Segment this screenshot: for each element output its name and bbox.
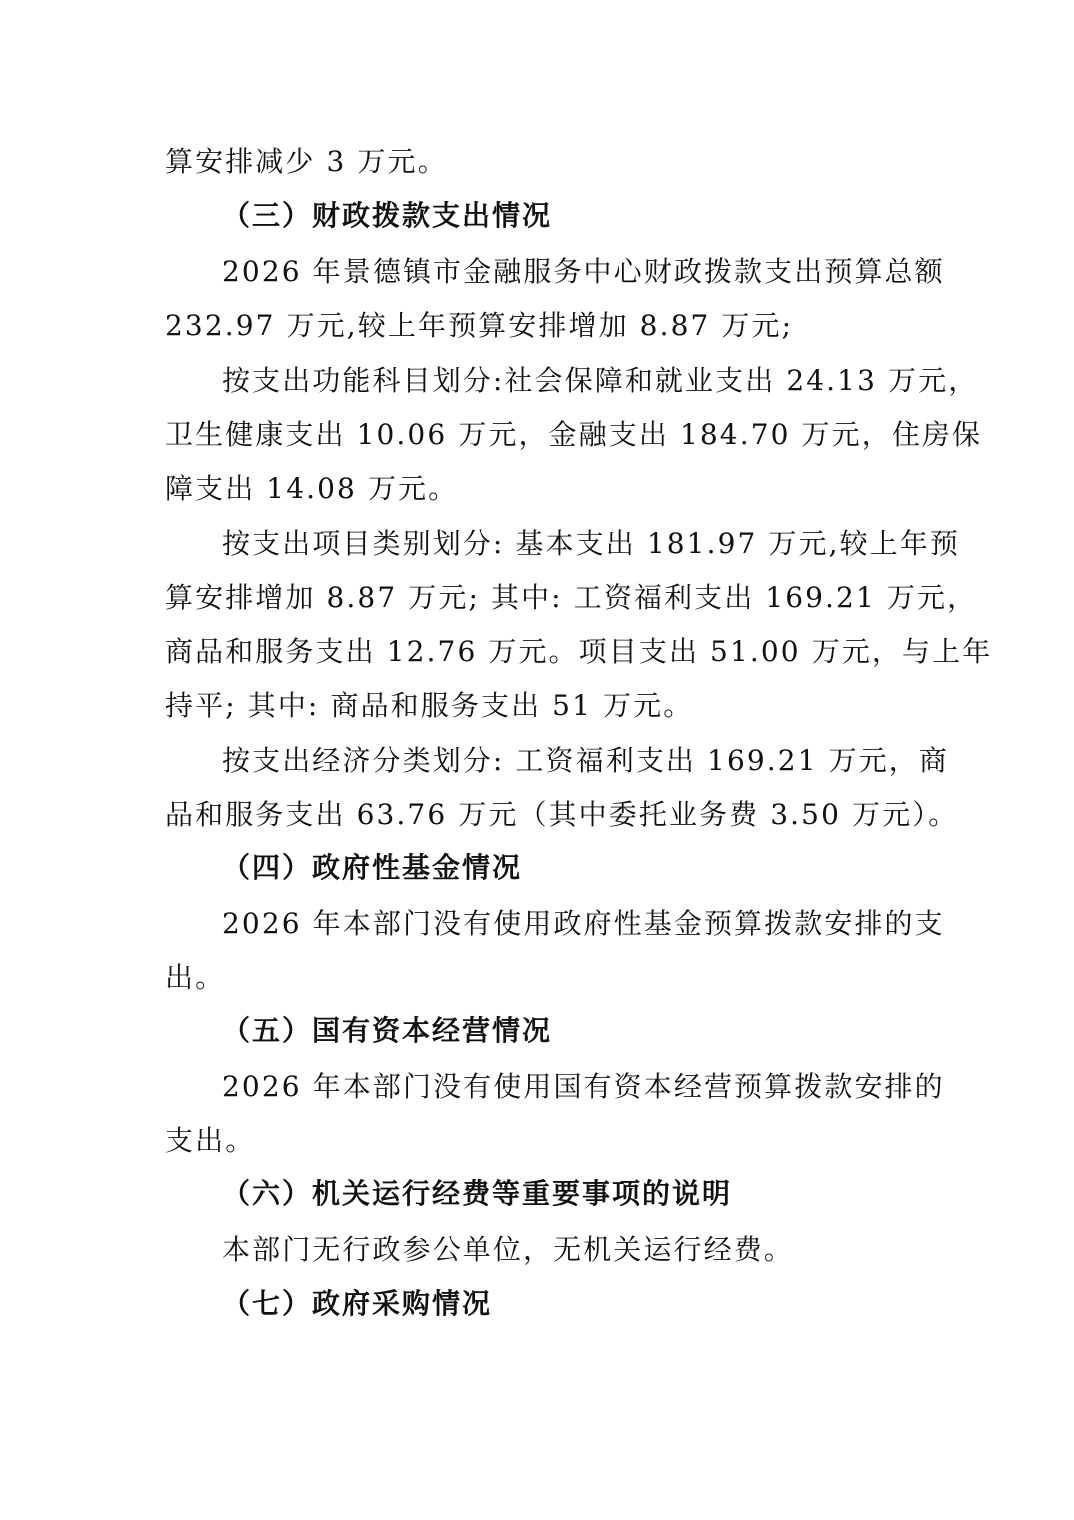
paragraph-line: 卫生健康支出 10.06 万元，金融支出 184.70 万元，住房保 — [165, 418, 983, 451]
paragraph-line: 2026 年景德镇市金融服务中心财政拨款支出预算总额 — [222, 255, 945, 288]
paragraph-line: 本部门无行政参公单位，无机关运行经费。 — [222, 1233, 794, 1266]
paragraph-line: 出。 — [165, 961, 226, 994]
paragraph-line: 持平; 其中: 商品和服务支出 51 万元。 — [165, 689, 694, 722]
paragraph-line: 按支出经济分类划分: 工资福利支出 169.21 万元，商 — [222, 744, 950, 777]
paragraph-line: 商品和服务支出 12.76 万元。项目支出 51.00 万元，与上年 — [165, 635, 993, 668]
section-heading-4: （四）政府性基金情况 — [222, 851, 523, 884]
section-heading-3: （三）财政拨款支出情况 — [222, 199, 553, 232]
paragraph-line: 2026 年本部门没有使用国有资本经营预算拨款安排的 — [222, 1070, 945, 1103]
paragraph-line: 2026 年本部门没有使用政府性基金预算拨款安排的支 — [222, 907, 945, 940]
paragraph-line: 232.97 万元,较上年预算安排增加 8.87 万元; — [165, 309, 794, 342]
section-heading-6: （六）机关运行经费等重要事项的说明 — [222, 1177, 733, 1210]
paragraph-line: 算安排减少 3 万元。 — [165, 145, 448, 178]
paragraph-line: 支出。 — [165, 1124, 256, 1157]
paragraph-line: 按支出项目类别划分: 基本支出 181.97 万元,较上年预 — [222, 527, 961, 560]
section-heading-7: （七）政府采购情况 — [222, 1287, 493, 1320]
section-heading-5: （五）国有资本经营情况 — [222, 1014, 553, 1047]
paragraph-line: 按支出功能科目划分:社会保障和就业支出 24.13 万元， — [222, 364, 979, 397]
paragraph-line: 品和服务支出 63.76 万元（其中委托业务费 3.50 万元）。 — [165, 798, 959, 831]
paragraph-line: 障支出 14.08 万元。 — [165, 472, 459, 505]
paragraph-line: 算安排增加 8.87 万元; 其中: 工资福利支出 169.21 万元， — [165, 581, 978, 614]
